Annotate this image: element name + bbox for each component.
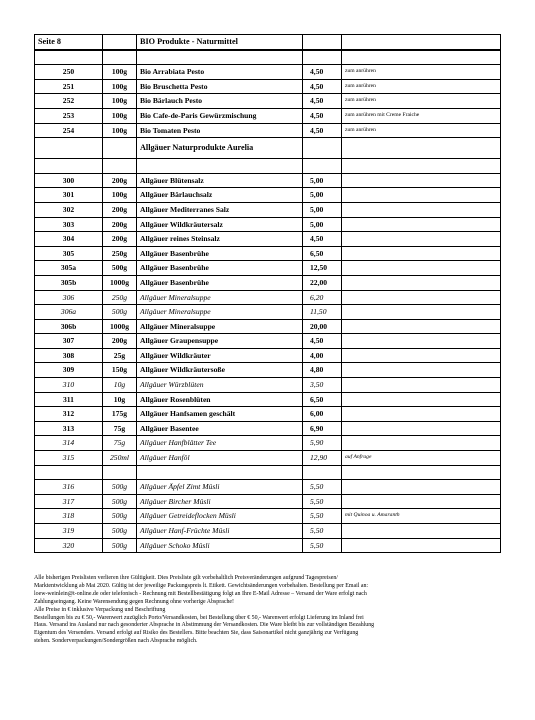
price: 4,50 bbox=[303, 232, 342, 247]
package-size: 100g bbox=[103, 94, 137, 109]
product-name: Allgäuer Hanfblätter Tee bbox=[137, 436, 303, 451]
price: 4,80 bbox=[303, 363, 342, 378]
price: 5,00 bbox=[303, 173, 342, 188]
product-name: Allgäuer Mineralsuppe bbox=[137, 290, 303, 305]
product-name: Allgäuer Rosenblüten bbox=[137, 392, 303, 407]
article-number: 306 bbox=[35, 290, 103, 305]
product-row bbox=[35, 407, 501, 422]
terms-footer bbox=[34, 575, 504, 646]
product-name: Allgäuer Bircher Müsli bbox=[137, 494, 303, 509]
price: 5,00 bbox=[303, 202, 342, 217]
product-name: Allgäuer Hanfsamen geschält bbox=[137, 407, 303, 422]
product-row bbox=[35, 334, 501, 349]
footer-line: Alle Preise in € inklusive Verpackung und Beschriftung bbox=[34, 606, 166, 613]
price: 6,50 bbox=[303, 246, 342, 261]
package-size: 200g bbox=[103, 334, 137, 349]
package-size: 175g bbox=[103, 407, 137, 422]
product-name: Allgäuer Hanföl bbox=[137, 451, 303, 466]
product-note bbox=[342, 392, 501, 407]
package-size: 200g bbox=[103, 232, 137, 247]
package-size: 500g bbox=[103, 480, 137, 495]
price: 4,00 bbox=[303, 348, 342, 363]
article-number: 251 bbox=[35, 79, 103, 94]
article-number: 305 bbox=[35, 246, 103, 261]
section-heading: Allgäuer Naturprodukte Aurelia bbox=[137, 138, 303, 159]
package-size: 1000g bbox=[103, 275, 137, 290]
product-row bbox=[35, 494, 501, 509]
footer-line: stehen. Sonderverpackungen/Sondergrößen nach Absprache möglich. bbox=[34, 638, 198, 645]
product-row bbox=[35, 108, 501, 123]
price: 4,50 bbox=[303, 123, 342, 138]
package-size: 200g bbox=[103, 173, 137, 188]
price: 5,00 bbox=[303, 188, 342, 203]
article-number: 310 bbox=[35, 378, 103, 393]
price: 6,20 bbox=[303, 290, 342, 305]
product-note bbox=[342, 290, 501, 305]
product-row bbox=[35, 246, 501, 261]
product-name: Allgäuer Blütensalz bbox=[137, 173, 303, 188]
product-row bbox=[35, 509, 501, 524]
product-name: Allgäuer Basenbrühe bbox=[137, 275, 303, 290]
article-number: 312 bbox=[35, 407, 103, 422]
product-note: zum anrühren bbox=[342, 123, 501, 138]
package-size: 75g bbox=[103, 421, 137, 436]
price: 5,00 bbox=[303, 217, 342, 232]
article-number: 303 bbox=[35, 217, 103, 232]
footer-line: Haus. Versand ins Ausland nur nach gesonderter Absprache in Abstimmung der Versandkosten. Die Ware bleibt bis zur vollständigen Bezahlung bbox=[34, 622, 375, 629]
article-number: 301 bbox=[35, 188, 103, 203]
price: 6,00 bbox=[303, 407, 342, 422]
product-row bbox=[35, 79, 501, 94]
package-size: 100g bbox=[103, 188, 137, 203]
product-name: Allgäuer Äpfel Zimt Müsli bbox=[137, 480, 303, 495]
product-row bbox=[35, 261, 501, 276]
footer-line: Bestellungen bis zu € 50,- Warenwert zuzüglich Porto/Versandkosten, bei Bestellung über € 50,- Warenwert erfolgt Lieferung im Inland frei bbox=[34, 614, 364, 621]
product-note bbox=[342, 334, 501, 349]
product-row bbox=[35, 217, 501, 232]
spacer-row bbox=[35, 465, 501, 480]
product-name: Bio Bruschetta Pesto bbox=[137, 79, 303, 94]
price-table-body bbox=[35, 35, 501, 553]
package-size: 250g bbox=[103, 246, 137, 261]
product-note bbox=[342, 378, 501, 393]
spacer-row bbox=[35, 159, 501, 174]
product-note bbox=[342, 202, 501, 217]
product-name: Allgäuer Mineralsuppe bbox=[137, 305, 303, 320]
package-size: 500g bbox=[103, 538, 137, 553]
product-name: Allgäuer Würzblüten bbox=[137, 378, 303, 393]
product-note: mit Quinoa u. Amaranth bbox=[342, 509, 501, 524]
product-note: zum anrühren bbox=[342, 94, 501, 109]
price: 11,50 bbox=[303, 305, 342, 320]
article-number: 305a bbox=[35, 261, 103, 276]
product-name: Allgäuer Basentee bbox=[137, 421, 303, 436]
package-size: 100g bbox=[103, 65, 137, 80]
product-row bbox=[35, 290, 501, 305]
product-note bbox=[342, 524, 501, 539]
product-row bbox=[35, 524, 501, 539]
product-note bbox=[342, 275, 501, 290]
footer-line: Zahlungseingang. Keine Warensendung gegen Rechnung ohne vorherige Absprache! bbox=[34, 598, 234, 605]
package-size: 150g bbox=[103, 363, 137, 378]
package-size: 100g bbox=[103, 123, 137, 138]
product-note bbox=[342, 363, 501, 378]
product-row bbox=[35, 538, 501, 553]
product-row bbox=[35, 202, 501, 217]
product-row bbox=[35, 232, 501, 247]
package-size: 200g bbox=[103, 202, 137, 217]
product-name: Allgäuer Wildkräuter bbox=[137, 348, 303, 363]
product-row bbox=[35, 363, 501, 378]
product-note bbox=[342, 407, 501, 422]
product-row bbox=[35, 319, 501, 334]
price: 4,50 bbox=[303, 94, 342, 109]
product-note bbox=[342, 246, 501, 261]
section-heading-row bbox=[35, 138, 501, 159]
product-name: Allgäuer reines Steinsalz bbox=[137, 232, 303, 247]
article-number: 307 bbox=[35, 334, 103, 349]
package-size: 500g bbox=[103, 524, 137, 539]
article-number: 320 bbox=[35, 538, 103, 553]
price: 5,50 bbox=[303, 538, 342, 553]
product-row bbox=[35, 188, 501, 203]
article-number: 309 bbox=[35, 363, 103, 378]
product-note bbox=[342, 436, 501, 451]
product-note bbox=[342, 319, 501, 334]
article-number: 302 bbox=[35, 202, 103, 217]
article-number: 250 bbox=[35, 65, 103, 80]
package-size: 25g bbox=[103, 348, 137, 363]
article-number: 308 bbox=[35, 348, 103, 363]
product-name: Bio Arrabiata Pesto bbox=[137, 65, 303, 80]
product-name: Allgäuer Wildkräutersalz bbox=[137, 217, 303, 232]
product-row bbox=[35, 348, 501, 363]
footer-line: Eigentum des Versenders. Versand erfolgt auf Risiko des Bestellers. Bitte beachten Sie, dass Saisonartikel nicht ganzjährig zur Verfügung bbox=[34, 630, 359, 637]
price: 5,90 bbox=[303, 436, 342, 451]
article-number: 253 bbox=[35, 108, 103, 123]
price: 12,90 bbox=[303, 451, 342, 466]
product-name: Allgäuer Bärlauchsalz bbox=[137, 188, 303, 203]
package-size: 100g bbox=[103, 79, 137, 94]
product-note bbox=[342, 188, 501, 203]
price: 5,50 bbox=[303, 524, 342, 539]
product-row bbox=[35, 480, 501, 495]
price: 5,50 bbox=[303, 480, 342, 495]
price: 5,50 bbox=[303, 494, 342, 509]
article-number: 311 bbox=[35, 392, 103, 407]
package-size: 500g bbox=[103, 494, 137, 509]
product-row bbox=[35, 173, 501, 188]
product-name: Allgäuer Getreideflocken Müsli bbox=[137, 509, 303, 524]
product-row bbox=[35, 392, 501, 407]
product-row bbox=[35, 65, 501, 80]
section-title: BIO Produkte - Naturmittel bbox=[137, 35, 303, 50]
product-note bbox=[342, 348, 501, 363]
product-note: zum anrühren bbox=[342, 65, 501, 80]
product-note bbox=[342, 217, 501, 232]
price: 4,50 bbox=[303, 79, 342, 94]
product-note bbox=[342, 494, 501, 509]
product-row bbox=[35, 378, 501, 393]
price: 12,50 bbox=[303, 261, 342, 276]
spacer-row bbox=[35, 50, 501, 65]
product-note bbox=[342, 232, 501, 247]
package-size: 200g bbox=[103, 217, 137, 232]
product-row bbox=[35, 451, 501, 466]
article-number: 254 bbox=[35, 123, 103, 138]
article-number: 313 bbox=[35, 421, 103, 436]
price: 5,50 bbox=[303, 509, 342, 524]
product-note bbox=[342, 421, 501, 436]
product-name: Allgäuer Mineralsuppe bbox=[137, 319, 303, 334]
product-note: zum anrühren bbox=[342, 79, 501, 94]
price: 6,90 bbox=[303, 421, 342, 436]
price: 20,00 bbox=[303, 319, 342, 334]
product-note bbox=[342, 480, 501, 495]
article-number: 304 bbox=[35, 232, 103, 247]
product-note bbox=[342, 261, 501, 276]
price: 22,00 bbox=[303, 275, 342, 290]
article-number: 305b bbox=[35, 275, 103, 290]
product-row bbox=[35, 421, 501, 436]
price: 3,50 bbox=[303, 378, 342, 393]
product-name: Allgäuer Hanf-Früchte Müsli bbox=[137, 524, 303, 539]
product-row bbox=[35, 275, 501, 290]
price-list-sheet bbox=[34, 34, 500, 553]
product-row bbox=[35, 94, 501, 109]
product-name: Bio Tomaten Pesto bbox=[137, 123, 303, 138]
product-name: Allgäuer Basenbrühe bbox=[137, 261, 303, 276]
product-name: Allgäuer Graupensuppe bbox=[137, 334, 303, 349]
footer-line: loew-weinlein@t-online.de oder telefonisch - Rechnung mit Bestellbestätigung folgt an Ihre E-Mail Adresse – Versand der Ware erfolgt nach bbox=[34, 590, 367, 597]
article-number: 252 bbox=[35, 94, 103, 109]
article-number: 306b bbox=[35, 319, 103, 334]
product-name: Allgäuer Wildkräutersoße bbox=[137, 363, 303, 378]
product-name: Bio Cafe-de-Paris Gewürzmischung bbox=[137, 108, 303, 123]
article-number: 315 bbox=[35, 451, 103, 466]
product-name: Allgäuer Schoko Müsli bbox=[137, 538, 303, 553]
article-number: 306a bbox=[35, 305, 103, 320]
package-size: 500g bbox=[103, 261, 137, 276]
package-size: 10g bbox=[103, 392, 137, 407]
product-name: Allgäuer Mediterranes Salz bbox=[137, 202, 303, 217]
product-name: Bio Bärlauch Pesto bbox=[137, 94, 303, 109]
price-table bbox=[34, 34, 501, 553]
package-size: 1000g bbox=[103, 319, 137, 334]
package-size: 10g bbox=[103, 378, 137, 393]
article-number: 314 bbox=[35, 436, 103, 451]
footer-line: Alle bisherigen Preislisten verlieren ihre Gültigkeit. Dies Preisliste gilt vorbehaltlich Preisveränderungen aufgrund Tagespreisen/ bbox=[34, 575, 338, 581]
article-number: 319 bbox=[35, 524, 103, 539]
article-number: 318 bbox=[35, 509, 103, 524]
product-note bbox=[342, 173, 501, 188]
product-row bbox=[35, 436, 501, 451]
product-row bbox=[35, 123, 501, 138]
article-number: 317 bbox=[35, 494, 103, 509]
page-label: Seite 8 bbox=[35, 35, 103, 50]
price: 4,50 bbox=[303, 108, 342, 123]
article-number: 300 bbox=[35, 173, 103, 188]
product-note: zum anrühren mit Creme Fraiche bbox=[342, 108, 501, 123]
product-note bbox=[342, 305, 501, 320]
package-size: 500g bbox=[103, 509, 137, 524]
product-name: Allgäuer Basenbrühe bbox=[137, 246, 303, 261]
package-size: 75g bbox=[103, 436, 137, 451]
product-note: auf Anfrage bbox=[342, 451, 501, 466]
product-note bbox=[342, 538, 501, 553]
article-number: 316 bbox=[35, 480, 103, 495]
price: 4,50 bbox=[303, 65, 342, 80]
package-size: 100g bbox=[103, 108, 137, 123]
footer-line: Marktentwicklung ab Mai 2020. Gültig ist der jeweilige Packungspreis lt. Etikett. Gewichtsänderungen vorbehalten. Bestellung per Email an: bbox=[34, 582, 369, 589]
package-size: 250g bbox=[103, 290, 137, 305]
package-size: 500g bbox=[103, 305, 137, 320]
package-size: 250ml bbox=[103, 451, 137, 466]
price: 4,50 bbox=[303, 334, 342, 349]
product-row bbox=[35, 305, 501, 320]
header-row bbox=[35, 35, 501, 50]
price: 6,50 bbox=[303, 392, 342, 407]
